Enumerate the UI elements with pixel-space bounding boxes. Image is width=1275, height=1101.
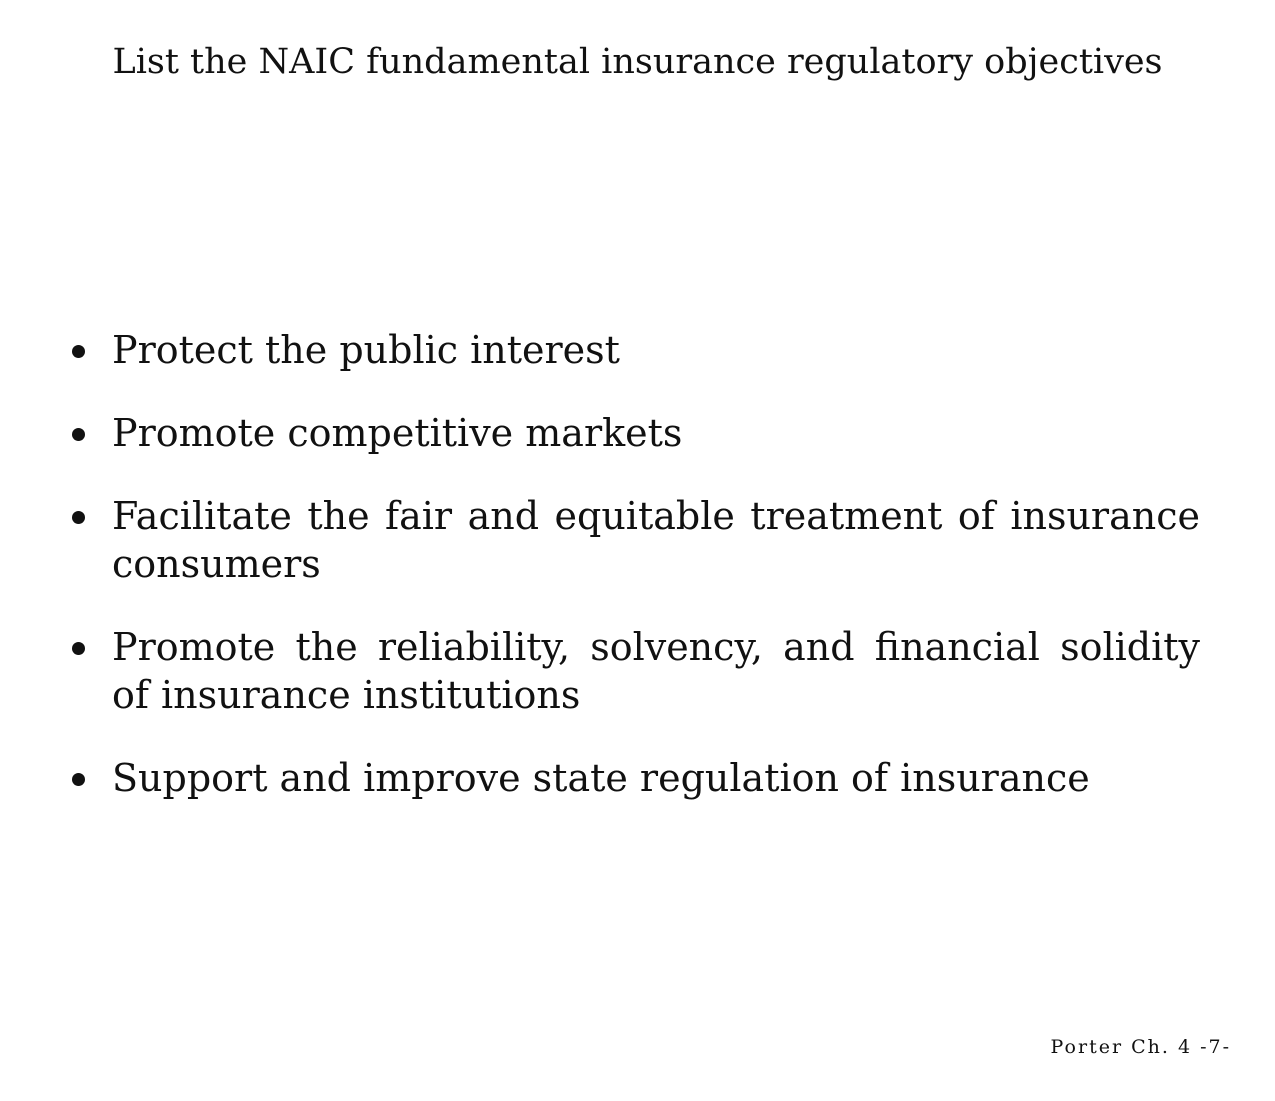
list-item-text: Promote competitive markets (112, 411, 683, 455)
list-item (68, 754, 1200, 802)
list-item-text: Support and improve state regulation of insurance (112, 756, 1090, 800)
bullet-icon (72, 345, 85, 358)
list-item-text: Facilitate the fair and equitable treatment of insurance consumers (112, 494, 1200, 586)
bullet-icon (72, 428, 85, 441)
bullet-icon (72, 642, 85, 655)
page-footer: Porter Ch. 4 -7- (1050, 1036, 1231, 1058)
list-item (68, 326, 1200, 374)
list-item-text: Promote the reliability, solvency, and financial solidity of insurance institutions (112, 625, 1200, 717)
list-item (68, 492, 1200, 588)
list-item (68, 409, 1200, 457)
list-item-text: Protect the public interest (112, 328, 620, 372)
page-title: List the NAIC fundamental insurance regulatory objectives (112, 42, 1163, 82)
objectives-list (68, 326, 1200, 837)
bullet-icon (72, 511, 85, 524)
list-item (68, 623, 1200, 719)
bullet-icon (72, 773, 85, 786)
